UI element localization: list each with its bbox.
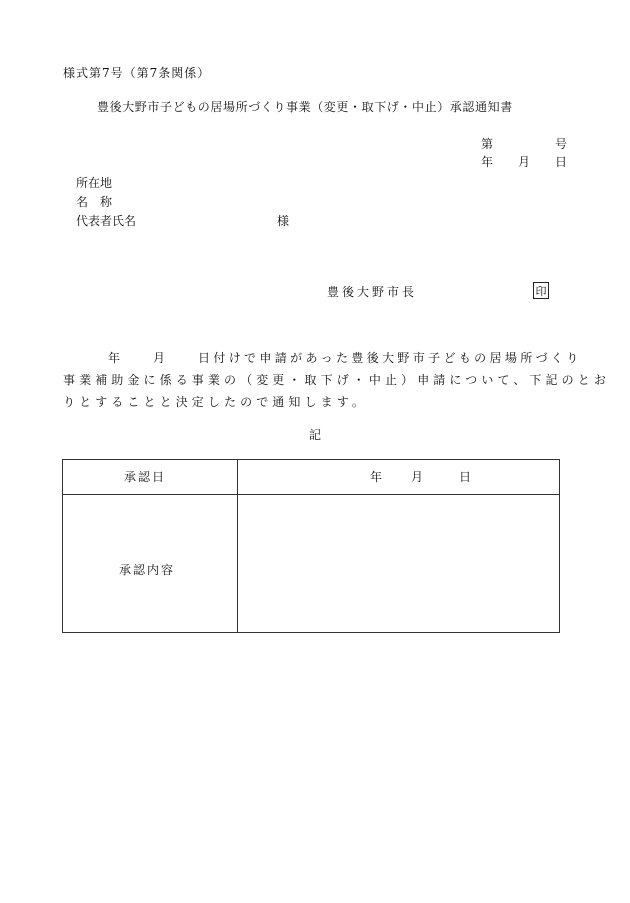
document-title: 豊後大野市子どもの居場所づくり事業（変更・取下げ・中止）承認通知書 xyxy=(97,100,513,114)
form-number: 様式第7号（第7条関係） xyxy=(63,66,211,80)
doc-date-month: 月 xyxy=(518,155,531,169)
doc-number-suffix: 号 xyxy=(555,137,568,151)
honorific: 様 xyxy=(277,214,290,228)
approval-table xyxy=(62,459,560,633)
doc-number-prefix: 第 xyxy=(481,137,494,151)
table-row-divider xyxy=(63,494,559,495)
approval-date-day: 日 xyxy=(459,470,474,484)
issuer-title: 豊後大野市長 xyxy=(327,285,418,299)
representative-label: 代表者氏名 xyxy=(76,214,137,228)
table-column-divider xyxy=(237,460,238,632)
address-label: 所在地 xyxy=(76,176,113,190)
body-line-1-text: 日付けで申請があった豊後大野市子どもの居場所づくり xyxy=(198,351,582,365)
seal-stamp: 印 xyxy=(533,282,549,299)
name-label: 名 称 xyxy=(76,195,113,209)
approval-date-label: 承認日 xyxy=(124,470,167,484)
body-line-3: りとすることと決定したので通知します。 xyxy=(63,395,368,409)
body-line-2: 事業補助金に係る事業の（変更・取下げ・中止）申請について、下記のとお xyxy=(63,373,610,387)
doc-date-day: 日 xyxy=(555,155,568,169)
approval-content-label: 承認内容 xyxy=(119,563,176,577)
approval-date-month: 月 xyxy=(411,470,426,484)
body-month: 月 xyxy=(153,351,166,365)
body-year: 年 xyxy=(108,351,121,365)
ki-heading: 記 xyxy=(309,428,322,442)
doc-date-year: 年 xyxy=(481,155,494,169)
approval-date-year: 年 xyxy=(370,470,385,484)
